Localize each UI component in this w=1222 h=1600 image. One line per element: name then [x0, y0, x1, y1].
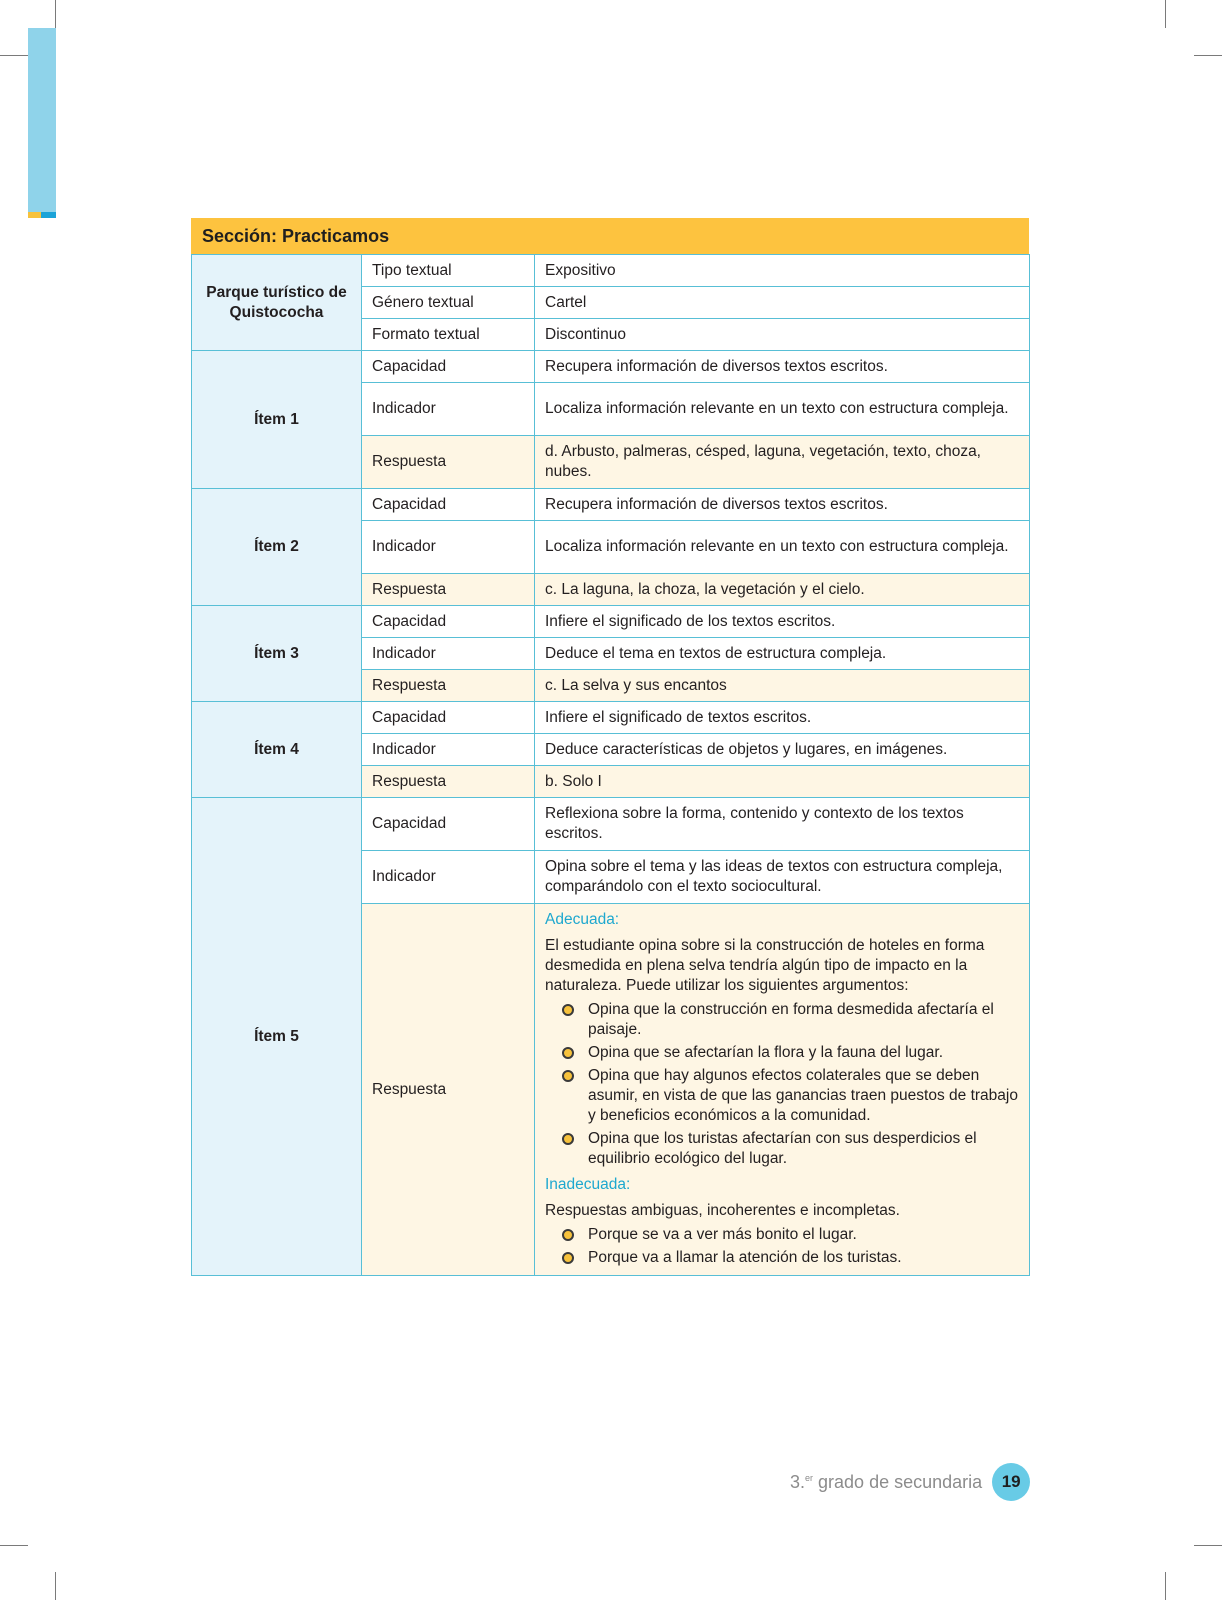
- row-key: Indicador: [362, 638, 535, 670]
- item-label: Ítem 4: [192, 702, 362, 798]
- inadecuada-text: Respuestas ambiguas, incoherentes e incompletas.: [545, 1202, 900, 1219]
- item-label: Ítem 5: [192, 798, 362, 1276]
- grade-text: grado de secundaria: [813, 1471, 983, 1492]
- bullet-circle-icon: [562, 1047, 574, 1059]
- row-key: Respuesta: [362, 574, 535, 606]
- section-header: Sección: Practicamos: [191, 218, 1029, 254]
- table-row: [192, 798, 1030, 851]
- row-key: Formato textual: [362, 319, 535, 351]
- item-label: Ítem 2: [192, 489, 362, 606]
- capacidad-value: Recupera información de diversos textos escritos.: [535, 489, 1030, 521]
- indicador-value: Opina sobre el tema y las ideas de textos con estructura compleja, comparándolo con el texto sociocultural.: [535, 851, 1030, 904]
- respuesta-value: [535, 904, 1030, 1276]
- row-key: Capacidad: [362, 489, 535, 521]
- item-label: Ítem 3: [192, 606, 362, 702]
- grade-number: 3.: [790, 1471, 806, 1492]
- row-key: Respuesta: [362, 436, 535, 489]
- row-key: Indicador: [362, 851, 535, 904]
- respuesta-value: b. Solo I: [535, 766, 1030, 798]
- crop-mark: [1194, 55, 1222, 56]
- row-value: Cartel: [535, 287, 1030, 319]
- list-item: [545, 1043, 1019, 1063]
- row-key: Tipo textual: [362, 255, 535, 287]
- intro-label: Parque turístico de Quistococha: [192, 255, 362, 351]
- crop-mark: [0, 1545, 28, 1546]
- indicador-value: Deduce características de objetos y lugares, en imágenes.: [535, 734, 1030, 766]
- page-number: 19: [992, 1463, 1030, 1501]
- inadecuada-list: [545, 1225, 1019, 1268]
- grade-superscript: er: [805, 1472, 814, 1483]
- answer-sheet: [191, 218, 1029, 1276]
- page-footer: [790, 1463, 1030, 1501]
- bullet-text: Porque se va a ver más bonito el lugar.: [588, 1226, 857, 1243]
- bullet-circle-icon: [562, 1229, 574, 1241]
- adecuada-text: El estudiante opina sobre si la construcción de hoteles en forma desmedida en plena selva tendría algún tipo de impacto en la naturaleza. Puede utilizar los siguientes argumentos:: [545, 937, 985, 994]
- side-tab-stripe-blue: [41, 212, 56, 218]
- list-item: [545, 1225, 1019, 1245]
- indicador-value: Localiza información relevante en un texto con estructura compleja.: [535, 521, 1030, 574]
- bullet-circle-icon: [562, 1004, 574, 1016]
- list-item: [545, 1248, 1019, 1268]
- adecuada-list: [545, 1000, 1019, 1169]
- row-key: Indicador: [362, 521, 535, 574]
- bullet-text: Opina que hay algunos efectos colaterales que se deben asumir, en vista de que las ganancias traen puestos de trabajo y beneficios económicos a la comunidad.: [588, 1067, 1018, 1124]
- capacidad-value: Reflexiona sobre la forma, contenido y contexto de los textos escritos.: [535, 798, 1030, 851]
- row-key: Respuesta: [362, 670, 535, 702]
- row-key: Indicador: [362, 734, 535, 766]
- row-key: Indicador: [362, 383, 535, 436]
- list-item: [545, 1000, 1019, 1040]
- indicador-value: Deduce el tema en textos de estructura compleja.: [535, 638, 1030, 670]
- list-item: [545, 1129, 1019, 1169]
- crop-mark: [55, 1572, 56, 1600]
- item-label: Ítem 1: [192, 351, 362, 489]
- table-row: [192, 606, 1030, 638]
- row-key: Capacidad: [362, 351, 535, 383]
- table-row: [192, 351, 1030, 383]
- list-item: [545, 1066, 1019, 1126]
- crop-mark: [55, 0, 56, 28]
- bullet-text: Opina que la construcción en forma desmedida afectaría el paisaje.: [588, 1001, 994, 1038]
- bullet-circle-icon: [562, 1252, 574, 1264]
- bullet-text: Porque va a llamar la atención de los turistas.: [588, 1249, 902, 1266]
- crop-mark: [1165, 0, 1166, 28]
- table-row: [192, 702, 1030, 734]
- table-row: [192, 255, 1030, 287]
- side-tab-stripe-yellow: [28, 212, 41, 218]
- crop-mark: [1165, 1572, 1166, 1600]
- capacidad-value: Recupera información de diversos textos escritos.: [535, 351, 1030, 383]
- row-key: Respuesta: [362, 904, 535, 1276]
- adecuada-title: Adecuada:: [545, 911, 620, 928]
- crop-mark: [0, 55, 28, 56]
- row-key: Género textual: [362, 287, 535, 319]
- capacidad-value: Infiere el significado de textos escritos.: [535, 702, 1030, 734]
- respuesta-value: c. La selva y sus encantos: [535, 670, 1030, 702]
- row-key: Respuesta: [362, 766, 535, 798]
- row-key: Capacidad: [362, 702, 535, 734]
- answer-table: [191, 254, 1030, 1276]
- row-value: Discontinuo: [535, 319, 1030, 351]
- row-key: Capacidad: [362, 798, 535, 851]
- side-tab: [28, 28, 56, 212]
- row-key: Capacidad: [362, 606, 535, 638]
- bullet-circle-icon: [562, 1070, 574, 1082]
- respuesta-value: c. La laguna, la choza, la vegetación y el cielo.: [535, 574, 1030, 606]
- grade-label: [790, 1472, 982, 1493]
- bullet-text: Opina que se afectarían la flora y la fauna del lugar.: [588, 1044, 944, 1061]
- respuesta-value: d. Arbusto, palmeras, césped, laguna, vegetación, texto, choza, nubes.: [535, 436, 1030, 489]
- indicador-value: Localiza información relevante en un texto con estructura compleja.: [535, 383, 1030, 436]
- bullet-text: Opina que los turistas afectarían con sus desperdicios el equilibrio ecológico del lugar.: [588, 1130, 977, 1167]
- bullet-circle-icon: [562, 1133, 574, 1145]
- table-row: [192, 489, 1030, 521]
- row-value: Expositivo: [535, 255, 1030, 287]
- inadecuada-title: Inadecuada:: [545, 1176, 631, 1193]
- capacidad-value: Infiere el significado de los textos escritos.: [535, 606, 1030, 638]
- crop-mark: [1194, 1545, 1222, 1546]
